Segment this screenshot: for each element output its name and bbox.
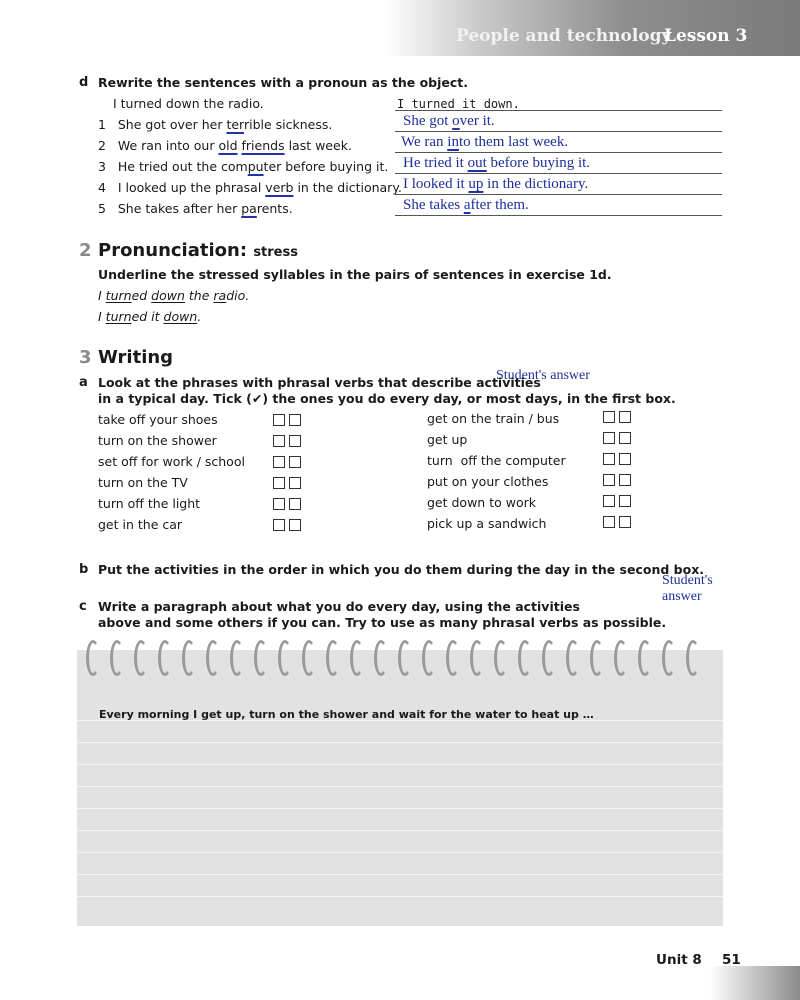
tick-box[interactable] bbox=[603, 411, 615, 423]
answer-line bbox=[395, 109, 722, 111]
section-3a-instruction-1: Look at the phrases with phrasal verbs that describe activities bbox=[98, 375, 541, 390]
order-box[interactable] bbox=[619, 495, 631, 507]
stress-example-1: I turned down the radio. bbox=[98, 288, 250, 303]
tick-box[interactable] bbox=[603, 474, 615, 486]
tick-boxes[interactable] bbox=[603, 474, 631, 486]
tick-boxes[interactable] bbox=[273, 435, 301, 447]
activity-left: get in the car bbox=[98, 517, 183, 532]
section-d-letter: d bbox=[79, 75, 89, 90]
activity-left: turn on the TV bbox=[98, 475, 188, 490]
section-3c-instruction-2: above and some others if you can. Try to use as many phrasal verbs as possible. bbox=[98, 615, 667, 630]
section-3-title: Writing bbox=[98, 347, 174, 368]
activity-right: get on the train / bus bbox=[427, 411, 560, 426]
spiral-ring-icon bbox=[614, 640, 628, 676]
example-sentence: I turned down the radio. bbox=[113, 96, 264, 111]
section-3-number: 3 bbox=[79, 347, 92, 368]
section-2-title: Pronunciation: stress bbox=[98, 240, 298, 261]
tick-box[interactable] bbox=[273, 435, 285, 447]
notebook-line bbox=[77, 830, 723, 831]
activity-right: turn off the computer bbox=[427, 453, 566, 468]
tick-boxes[interactable] bbox=[603, 411, 631, 423]
tick-box[interactable] bbox=[273, 519, 285, 531]
spiral-ring-icon bbox=[326, 640, 340, 676]
stress-example-2: I turned it down. bbox=[98, 309, 202, 324]
spiral-ring-icon bbox=[686, 640, 700, 676]
spiral-ring-icon bbox=[350, 640, 364, 676]
student-answer-note-2b: answer bbox=[662, 589, 702, 604]
spiral-ring-icon bbox=[374, 640, 388, 676]
section-d-instruction: Rewrite the sentences with a pronoun as the object. bbox=[98, 75, 469, 90]
section-3a-letter: a bbox=[79, 375, 88, 390]
spiral-ring-icon bbox=[134, 640, 148, 676]
notebook-example-text: Every morning I get up, turn on the shower and wait for the water to heat up … bbox=[99, 708, 594, 721]
order-box[interactable] bbox=[289, 435, 301, 447]
order-box[interactable] bbox=[289, 414, 301, 426]
activity-right: get down to work bbox=[427, 495, 536, 510]
answer-line bbox=[395, 151, 722, 153]
tick-box[interactable] bbox=[603, 453, 615, 465]
activity-right: pick up a sandwich bbox=[427, 516, 547, 531]
tick-boxes[interactable] bbox=[273, 414, 301, 426]
order-box[interactable] bbox=[619, 432, 631, 444]
spiral-ring-icon bbox=[278, 640, 292, 676]
answer-3: He tried it out before buying it. bbox=[403, 155, 591, 171]
item-3: 3 He tried out the computer before buying it. bbox=[98, 159, 389, 174]
item-5: 5 She takes after her parents. bbox=[98, 201, 293, 216]
activity-right: get up bbox=[427, 432, 468, 447]
tick-box[interactable] bbox=[273, 456, 285, 468]
tick-box[interactable] bbox=[273, 477, 285, 489]
activity-left: set off for work / school bbox=[98, 454, 245, 469]
notebook-line bbox=[77, 896, 723, 897]
tick-boxes[interactable] bbox=[603, 495, 631, 507]
notebook-line bbox=[77, 874, 723, 875]
activity-left: turn off the light bbox=[98, 496, 201, 511]
order-box[interactable] bbox=[619, 411, 631, 423]
order-box[interactable] bbox=[289, 498, 301, 510]
tick-box[interactable] bbox=[603, 516, 615, 528]
footer-band bbox=[710, 966, 800, 1000]
answer-1: She got over it. bbox=[403, 113, 495, 129]
spiral-ring-icon bbox=[86, 640, 100, 676]
notebook-line bbox=[77, 742, 723, 743]
page-number: 51 bbox=[722, 952, 741, 968]
notebook-line bbox=[77, 808, 723, 809]
order-box[interactable] bbox=[619, 474, 631, 486]
student-answer-note-2a: Student's bbox=[662, 573, 713, 588]
spiral-ring-icon bbox=[254, 640, 268, 676]
tick-boxes[interactable] bbox=[603, 453, 631, 465]
activity-right: put on your clothes bbox=[427, 474, 549, 489]
answer-5: She takes after them. bbox=[403, 197, 529, 213]
tick-boxes[interactable] bbox=[273, 519, 301, 531]
answer-line bbox=[395, 130, 722, 132]
tick-box[interactable] bbox=[603, 495, 615, 507]
spiral-ring-icon bbox=[110, 640, 124, 676]
header-title: People and technology bbox=[456, 26, 672, 46]
order-box[interactable] bbox=[289, 477, 301, 489]
activity-left: turn on the shower bbox=[98, 433, 217, 448]
spiral-ring-icon bbox=[422, 640, 436, 676]
footer-unit: Unit 8 bbox=[656, 952, 702, 968]
section-3a-instruction-2: in a typical day. Tick (✔) the ones you do every day, or most days, in the first box. bbox=[98, 391, 676, 406]
spiral-ring-icon bbox=[206, 640, 220, 676]
spiral-ring-icon bbox=[158, 640, 172, 676]
section-3c-letter: c bbox=[79, 599, 87, 614]
spiral-ring-icon bbox=[446, 640, 460, 676]
tick-boxes[interactable] bbox=[603, 432, 631, 444]
section-3b-letter: b bbox=[79, 562, 89, 577]
spiral-ring-icon bbox=[230, 640, 244, 676]
notebook-area[interactable] bbox=[77, 650, 723, 926]
item-1: 1 She got over her terrible sickness. bbox=[98, 117, 333, 132]
spiral-ring-icon bbox=[470, 640, 484, 676]
answer-2: We ran into them last week. bbox=[401, 134, 569, 150]
notebook-line bbox=[77, 764, 723, 765]
spiral-ring-icon bbox=[518, 640, 532, 676]
item-2: 2 We ran into our old friends last week. bbox=[98, 138, 352, 153]
order-box[interactable] bbox=[619, 453, 631, 465]
answer-line bbox=[395, 214, 722, 216]
order-box[interactable] bbox=[289, 456, 301, 468]
spiral-ring-icon bbox=[494, 640, 508, 676]
spiral-ring-icon bbox=[398, 640, 412, 676]
spiral-ring-icon bbox=[638, 640, 652, 676]
spiral-ring-icon bbox=[302, 640, 316, 676]
section-3c-instruction-1: Write a paragraph about what you do every day, using the activities bbox=[98, 599, 580, 614]
notebook-line bbox=[77, 786, 723, 787]
activity-left: take off your shoes bbox=[98, 412, 218, 427]
spiral-ring-icon bbox=[590, 640, 604, 676]
student-answer-note-1: Student's answer bbox=[496, 368, 590, 383]
tick-box[interactable] bbox=[273, 498, 285, 510]
order-box[interactable] bbox=[289, 519, 301, 531]
answer-line bbox=[395, 193, 722, 195]
section-2-number: 2 bbox=[79, 240, 92, 261]
tick-boxes[interactable] bbox=[273, 477, 301, 489]
answer-4: I looked it up in the dictionary. bbox=[403, 176, 589, 192]
notebook-line bbox=[77, 852, 723, 853]
item-4: 4 I looked up the phrasal verb in the dictionary. bbox=[98, 180, 402, 195]
spiral-ring-icon bbox=[566, 640, 580, 676]
tick-box[interactable] bbox=[273, 414, 285, 426]
tick-boxes[interactable] bbox=[603, 516, 631, 528]
spiral-ring-icon bbox=[182, 640, 196, 676]
tick-boxes[interactable] bbox=[273, 498, 301, 510]
spiral-ring-icon bbox=[542, 640, 556, 676]
answer-line bbox=[395, 172, 722, 174]
order-box[interactable] bbox=[619, 516, 631, 528]
section-3b-instruction: Put the activities in the order in which you do them during the day in the second box. bbox=[98, 562, 705, 577]
spiral-ring-icon bbox=[662, 640, 676, 676]
example-answer: I turned it down. bbox=[397, 97, 520, 111]
tick-boxes[interactable] bbox=[273, 456, 301, 468]
tick-box[interactable] bbox=[603, 432, 615, 444]
header-lesson: Lesson 3 bbox=[664, 26, 748, 46]
section-2-instruction: Underline the stressed syllables in the pairs of sentences in exercise 1d. bbox=[98, 267, 612, 282]
